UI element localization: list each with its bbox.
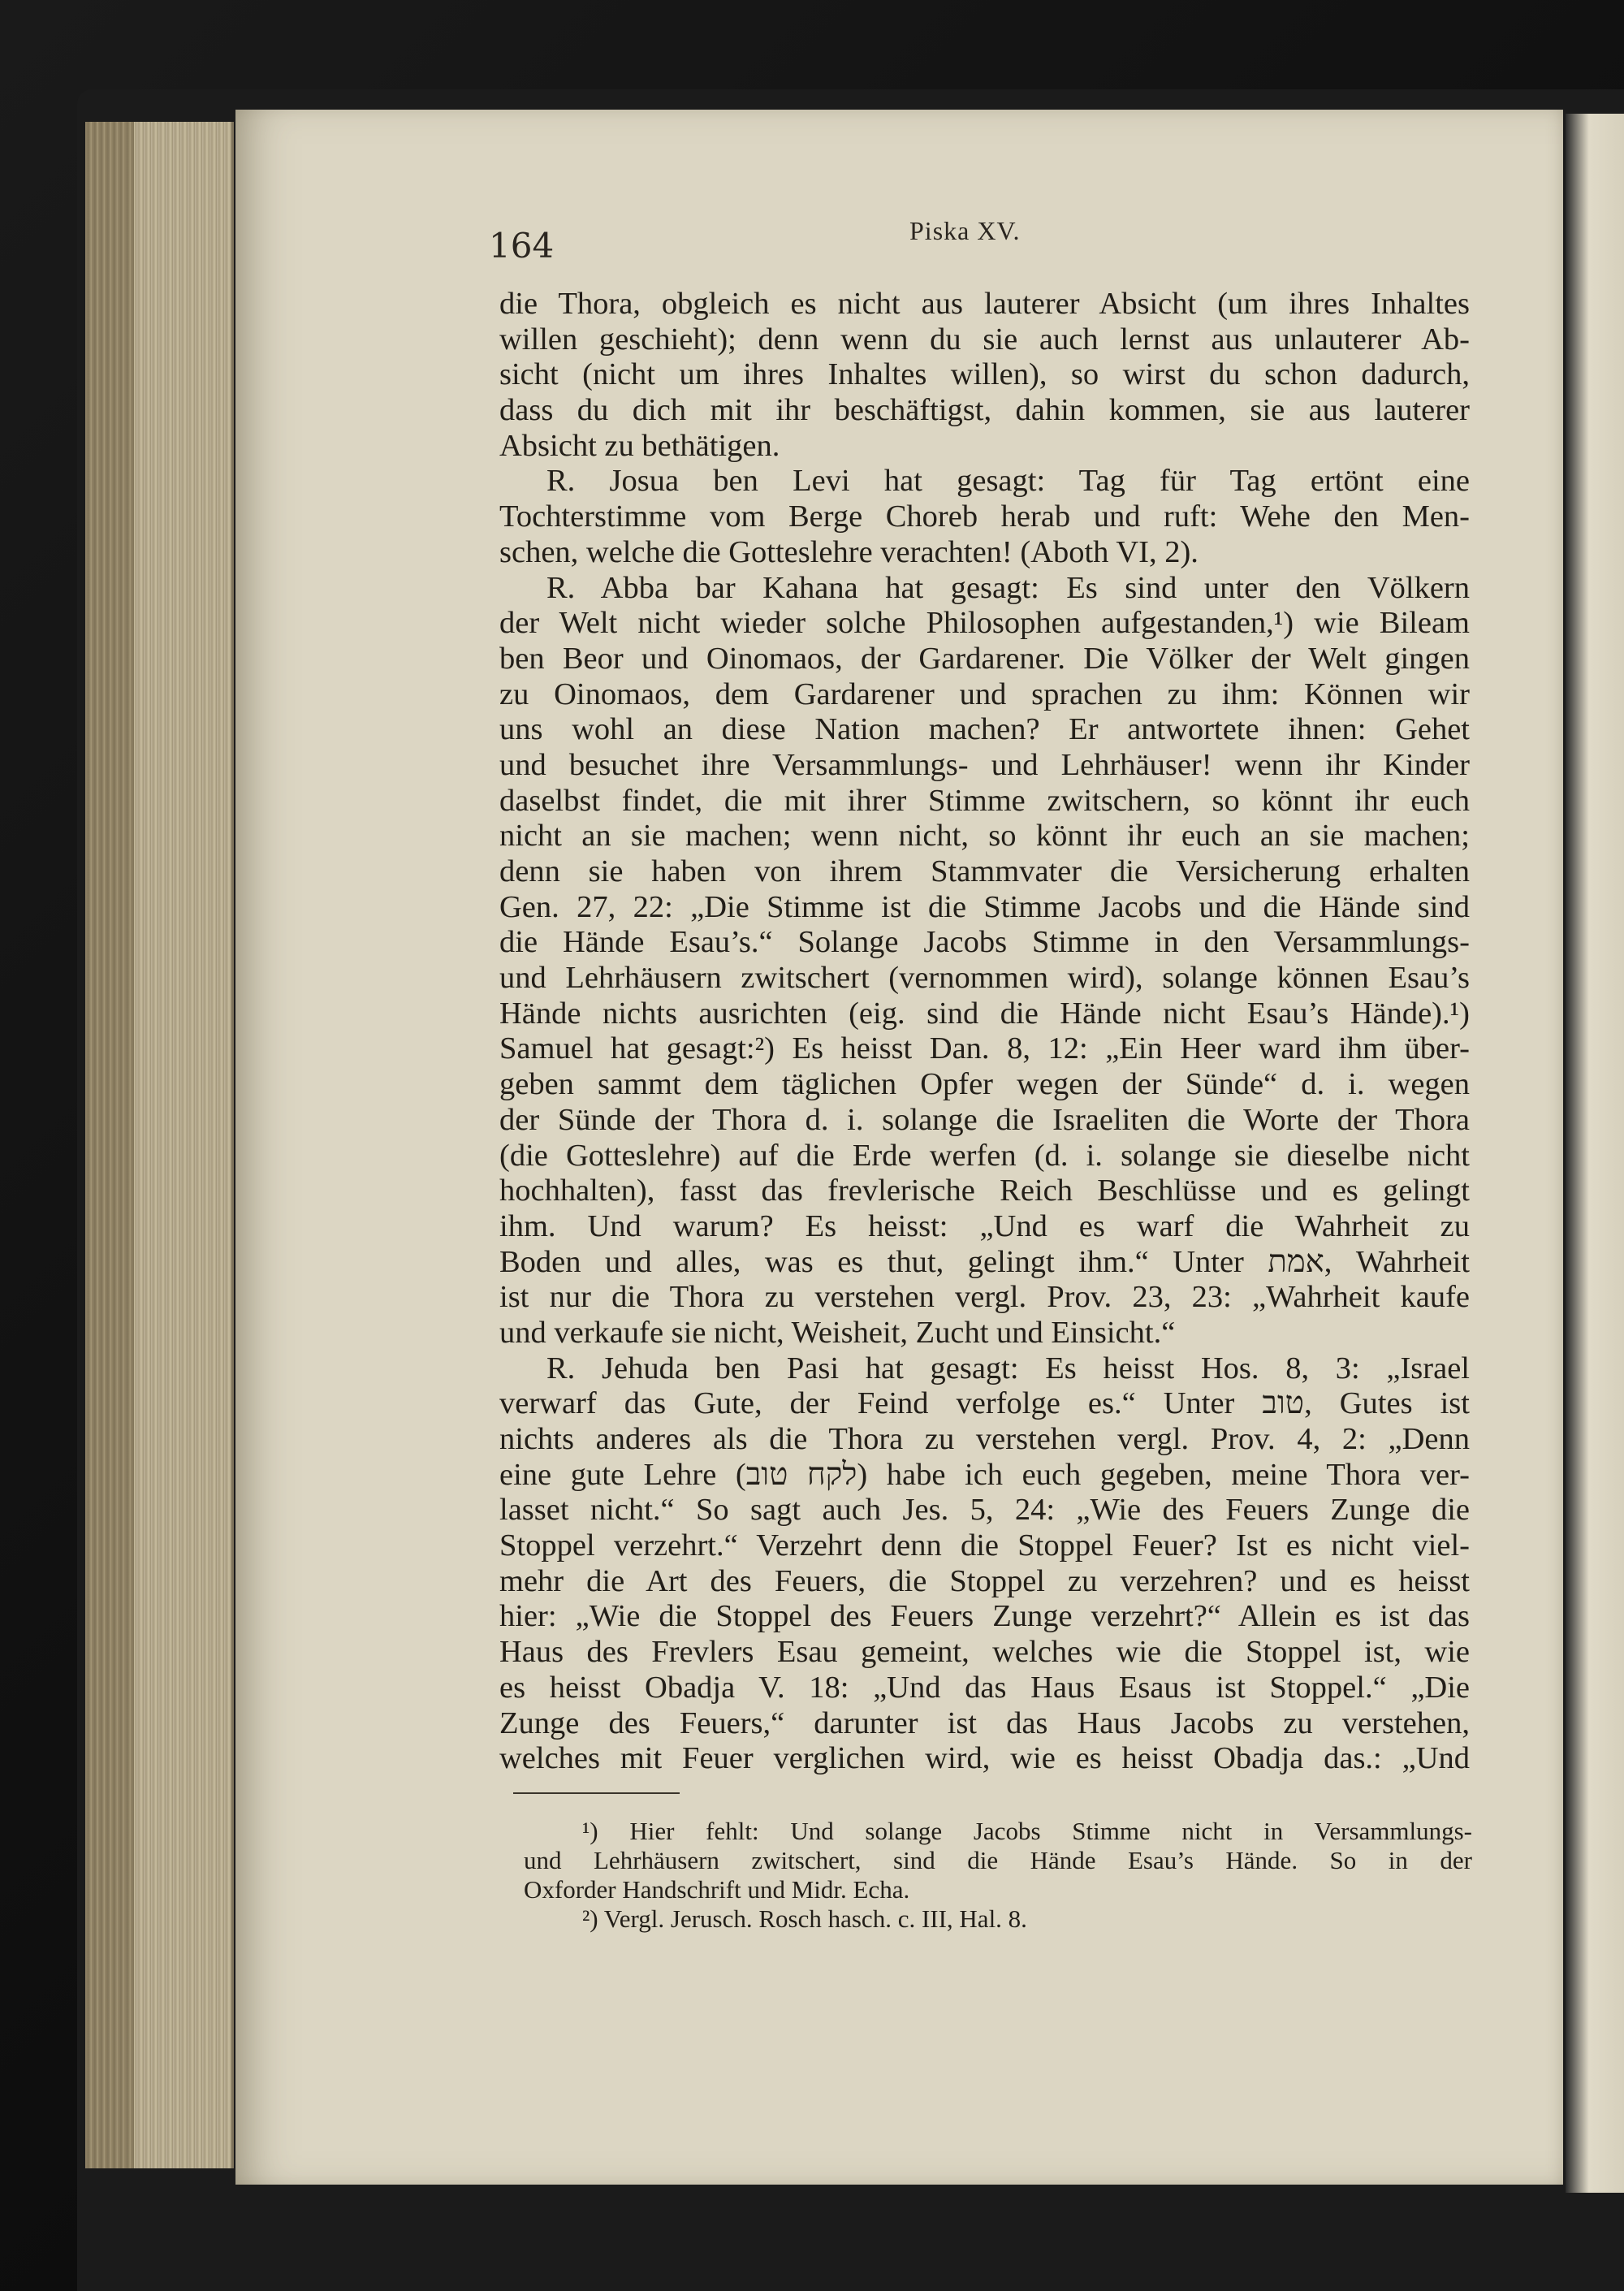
text-line: Hände nichts ausrichten (eig. sind die Hände nicht Esau’s Hände).¹)	[499, 996, 1470, 1031]
text-line: sicht (nicht um ihres Inhaltes willen), so wirst du schon dadurch,	[499, 357, 1470, 392]
text-line: R. Josua ben Levi hat gesagt: Tag für Tag ertönt eine	[546, 464, 1470, 499]
text-line: eine gute Lehre (לקח טוב) habe ich euch gegeben, meine Thora ver-	[499, 1457, 1470, 1492]
footnote-line: und Lehrhäusern zwitschert, sind die Hände Esau’s Hände. So in der	[524, 1846, 1472, 1874]
page-number: 164	[489, 226, 555, 266]
text-line: willen geschieht); denn wenn du sie auch lernst aus unlauterer Ab-	[499, 322, 1470, 357]
text-line: ben Beor und Oinomaos, der Gardarener. Die Völker der Welt gingen	[499, 641, 1470, 676]
text-line: und verkaufe sie nicht, Weisheit, Zucht und Einsicht.“	[499, 1315, 1176, 1350]
footnote-line: ¹) Hier fehlt: Und solange Jacobs Stimme nicht in Versammlungs-	[582, 1817, 1472, 1845]
text-line: Tochterstimme vom Berge Choreb herab und ruft: Wehe den Men-	[499, 499, 1470, 534]
text-line: Zunge des Feuers,“ darunter ist das Haus Jacobs zu verstehen,	[499, 1705, 1470, 1740]
text-line: ihm. Und warum? Es heisst: „Und es warf die Wahrheit zu	[499, 1208, 1470, 1243]
text-line: ist nur die Thora zu verstehen vergl. Prov. 23, 23: „Wahrheit kaufe	[499, 1280, 1470, 1315]
text-line: und Lehrhäusern zwitschert (vernommen wird), solange können Esau’s	[499, 961, 1470, 996]
text-line: Absicht zu bethätigen.	[499, 428, 780, 463]
text-line: R. Abba bar Kahana hat gesagt: Es sind unter den Völkern	[546, 570, 1470, 605]
text-line: und besuchet ihre Versammlungs- und Lehrhäuser! wenn ihr Kinder	[499, 747, 1470, 782]
text-line: welches mit Feuer verglichen wird, wie es heisst Obadja das.: „Und	[499, 1741, 1470, 1776]
text-line: mehr die Art des Feuers, die Stoppel zu verzehren? und es heisst	[499, 1563, 1470, 1598]
text-line: geben sammt dem täglichen Opfer wegen der Sünde“ d. i. wegen	[499, 1067, 1470, 1102]
text-line: dass du dich mit ihr beschäftigst, dahin kommen, sie aus lauterer	[499, 393, 1470, 428]
footnotes	[524, 1817, 1472, 1934]
text-line: Gen. 27, 22: „Die Stimme ist die Stimme Jacobs und die Hände sind	[499, 889, 1470, 924]
text-line: hier: „Wie die Stoppel des Feuers Zunge verzehrt?“ Allein es ist das	[499, 1599, 1470, 1634]
text-line: nicht an sie machen; wenn nicht, so könnt ihr euch an sie machen;	[499, 819, 1470, 854]
facing-page-edge	[1566, 114, 1624, 2193]
text-line: denn sie haben von ihrem Stammvater die Versicherung erhalten	[499, 854, 1470, 888]
text-line: Boden und alles, was es thut, gelingt ihm.“ Unter אמת, Wahrheit	[499, 1244, 1470, 1279]
text-line: (die Gotteslehre) auf die Erde werfen (d. i. solange sie dieselbe nicht	[499, 1138, 1470, 1173]
footnote-line: ²) Vergl. Jerusch. Rosch hasch. c. III, Hal. 8.	[582, 1904, 1027, 1933]
text-line: die Hände Esau’s.“ Solange Jacobs Stimme in den Versammlungs-	[499, 925, 1470, 960]
text-line: Stoppel verzehrt.“ Verzehrt denn die Stoppel Feuer? Ist es nicht viel-	[499, 1528, 1470, 1563]
text-line: Haus des Frevlers Esau gemeint, welches wie die Stoppel ist, wie	[499, 1635, 1470, 1670]
text-line: R. Jehuda ben Pasi hat gesagt: Es heisst Hos. 8, 3: „Israel	[546, 1351, 1470, 1385]
text-line: der Welt nicht wieder solche Philosophen aufgestanden,¹) wie Bileam	[499, 606, 1470, 641]
text-line: hochhalten), fasst das frevlerische Reich Beschlüsse und es gelingt	[499, 1174, 1470, 1208]
text-line: der Sünde der Thora d. i. solange die Israeliten die Worte der Thora	[499, 1102, 1470, 1137]
body-text	[499, 287, 1470, 1777]
text-line: zu Oinomaos, dem Gardarener und sprachen zu ihm: Können wir	[499, 676, 1470, 711]
text-line: verwarf das Gute, der Feind verfolge es.“ Unter טוב, Gutes ist	[499, 1386, 1470, 1421]
text-line: lasset nicht.“ So sagt auch Jes. 5, 24: „Wie des Feuers Zunge die	[499, 1493, 1470, 1528]
page-edges-shadow	[85, 122, 134, 2168]
text-line: uns wohl an diese Nation machen? Er antwortete ihnen: Gehet	[499, 712, 1470, 747]
text-line: die Thora, obgleich es nicht aus lauterer Absicht (um ihres Inhaltes	[499, 287, 1470, 321]
text-line: nichts anderes als die Thora zu verstehen vergl. Prov. 4, 2: „Denn	[499, 1422, 1470, 1456]
footnote-line: Oxforder Handschrift und Midr. Echa.	[524, 1875, 910, 1904]
footnote-rule	[513, 1792, 680, 1794]
text-line: schen, welche die Gotteslehre verachten! (Aboth VI, 2).	[499, 534, 1199, 569]
running-head: Piska XV.	[909, 216, 1021, 245]
text-line: Samuel hat gesagt:²) Es heisst Dan. 8, 12: „Ein Heer ward ihm über-	[499, 1031, 1470, 1066]
text-line: es heisst Obadja V. 18: „Und das Haus Esaus ist Stoppel.“ „Die	[499, 1670, 1470, 1705]
text-line: daselbst findet, die mit ihrer Stimme zwitschern, so könnt ihr euch	[499, 783, 1470, 818]
